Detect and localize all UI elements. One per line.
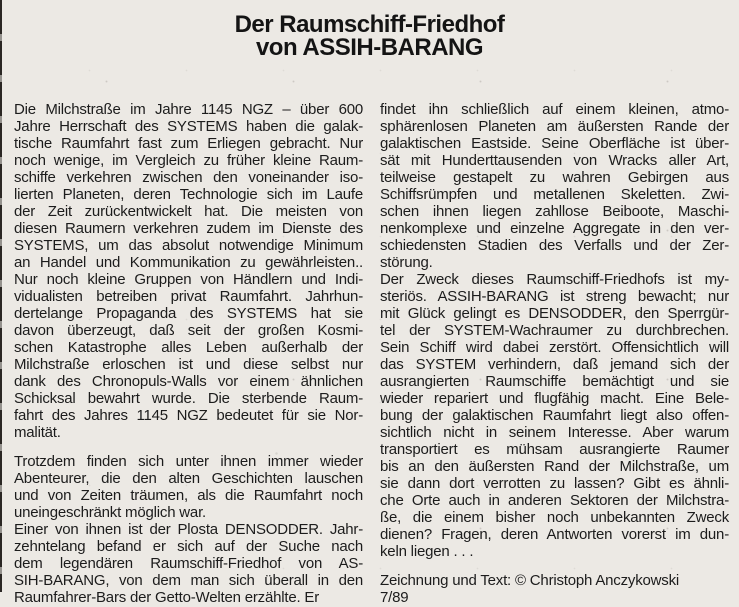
text-line: che Orte auch in anderen Sektoren der Milchstra- [380,492,729,509]
text-line: Schicksal bewahrt wurde. Die sterbende Raum- [14,390,363,407]
text-line: ausrangierten Raumschiffe bemächtigt und sie [380,373,729,390]
text-line: malität. [14,424,61,441]
scan-edge-artifact [0,0,2,592]
text-line: vidualisten betreiben privat Raumfahrt. Jahrhun- [14,288,363,305]
credit-block [380,572,729,606]
text-line: Schiffsrümpfen und metallenen Skeletten. Zwi- [380,186,729,203]
text-line: dank des Chronopuls-Walls vor einem ähnlichen [14,373,363,390]
text-line: galaktischen Eastside. Seine Oberfläche ist über- [380,135,729,152]
text-line: findet ihn schließlich auf einem kleinen, atmo- [380,101,729,118]
text-line: ße, die einem bisher noch unbekannten Zweck [380,509,729,526]
text-line: teilweise gestapelt zu wahren Gebirgen aus [380,169,729,186]
text-line: Raumfahrer-Bars der Getto-Welten erzählte. Er [14,589,320,606]
text-line: sphärenlosen Planeten am äußersten Rande der [380,118,729,135]
text-line: mit Glück gelingt es DENSODDER, den Sperrgür- [380,305,729,322]
text-line: störung. [380,254,433,271]
text-line: schen ihnen liegen zahllose Beiboote, Maschi- [380,203,729,220]
paragraph-block [14,521,363,606]
text-line: nenkomplexe und einzelne Aggregate in den ver- [380,220,729,237]
text-line: Der Zweck dieses Raumschiff-Friedhofs ist my- [380,271,729,288]
text-line: davon überzeugt, daß seit der großen Kosmi- [14,322,363,339]
text-line: Die Milchstraße im Jahre 1145 NGZ – über 600 [14,101,363,118]
text-line: Trotzdem finden sich unter ihnen immer wieder [14,453,363,470]
text-line: dertelange Propaganda des SYSTEMS hat sie [14,305,363,322]
text-line: 7/89 [380,589,409,606]
text-line: und von Zeiten träumen, als die Raumfahrt noch [14,487,363,504]
text-line: sie dann dort verrotten zu lassen? Gibt es ähnli- [380,475,729,492]
text-line: zehntelang befand er sich auf der Suche nach [14,538,363,555]
text-line: das SYSTEM verhindern, daß jemand sich der [380,356,729,373]
text-line: uneingeschränkt möglich war. [14,504,207,521]
text-line: SIH-BARANG, von dem man sich überall in den [14,572,363,589]
text-line: Jahre Herrschaft des SYSTEMS haben die galak- [14,118,363,135]
title-line-2: von ASSIH-BARANG [255,34,484,61]
paragraph-block [380,271,729,560]
text-line: bis an den äußersten Rand der Milchstraße, um [380,458,729,475]
paragraph-block [14,101,363,441]
text-line: Sein Schiff wird dabei zerstört. Offensichtlich will [380,339,729,356]
title-line-1: Der Raumschiff-Friedhof [234,11,505,38]
text-line: Milchstraße erloschen ist und diese selbst nur [14,356,363,373]
text-line: keln liegen . . . [380,543,474,560]
text-line: schiffe verkehren zwischen den voneinander iso- [14,169,363,186]
paragraph-block [14,453,363,521]
text-line: Einer von ihnen ist der Plosta DENSODDER. Jahr- [14,521,363,538]
text-column-right [380,101,729,606]
text-line: steriös. ASSIH-BARANG ist streng bewacht; nur [380,288,729,305]
text-line: sät mit Hunderttausenden von Wracks aller Art, [380,152,729,169]
text-line: noch wenige, im Vergleich zu früher kleine Raum- [14,152,363,169]
text-line: der Zeit zurückentwickelt hat. Die meisten von [14,203,363,220]
text-line: an Handel und Kommunikation zu gewährleisten.. [14,254,363,271]
text-line: SYSTEMS, um das absolut notwendige Minimum [14,237,363,254]
text-line: fahrt des Jahres 1145 NGZ bedeutet für sie Nor- [14,407,363,424]
text-line: tel der SYSTEM-Wachraumer zu durchbrechen. [380,322,729,339]
text-line: Abenteurer, die den alten Geschichten lauschen [14,470,363,487]
text-line: dem legendären Raumschiff-Friedhof von AS- [14,555,363,572]
text-line: Zeichnung und Text: © Christoph Anczykowski [380,572,679,589]
text-line: wieder repariert und flugfähig macht. Eine Bele- [380,390,729,407]
page-title [0,0,739,59]
paragraph-block [380,101,729,271]
text-line: Nur noch kleine Gruppen von Händlern und Indi- [14,271,363,288]
text-line: lierten Planeten, deren Technologie sich im Laufe [14,186,363,203]
text-column-left [14,101,363,606]
text-line: sichtlich nicht in seinem Interesse. Aber warum [380,424,729,441]
text-line: tische Raumfahrt fast zum Erliegen gebracht. Nur [14,135,363,152]
text-line: schiedensten Stadien des Verfalls und der Zer- [380,237,729,254]
text-columns [0,101,739,606]
text-line: bung der galaktischen Raumfahrt liegt also offen- [380,407,729,424]
text-line: transportiert es mühsam ausrangierte Raumer [380,441,729,458]
text-line: dienen? Fragen, deren Antworten vorerst im dun- [380,526,729,543]
text-line: diesen Raumern verkehren zudem im Dienste des [14,220,363,237]
text-line: schen Katastrophe alles Leben außerhalb der [14,339,363,356]
